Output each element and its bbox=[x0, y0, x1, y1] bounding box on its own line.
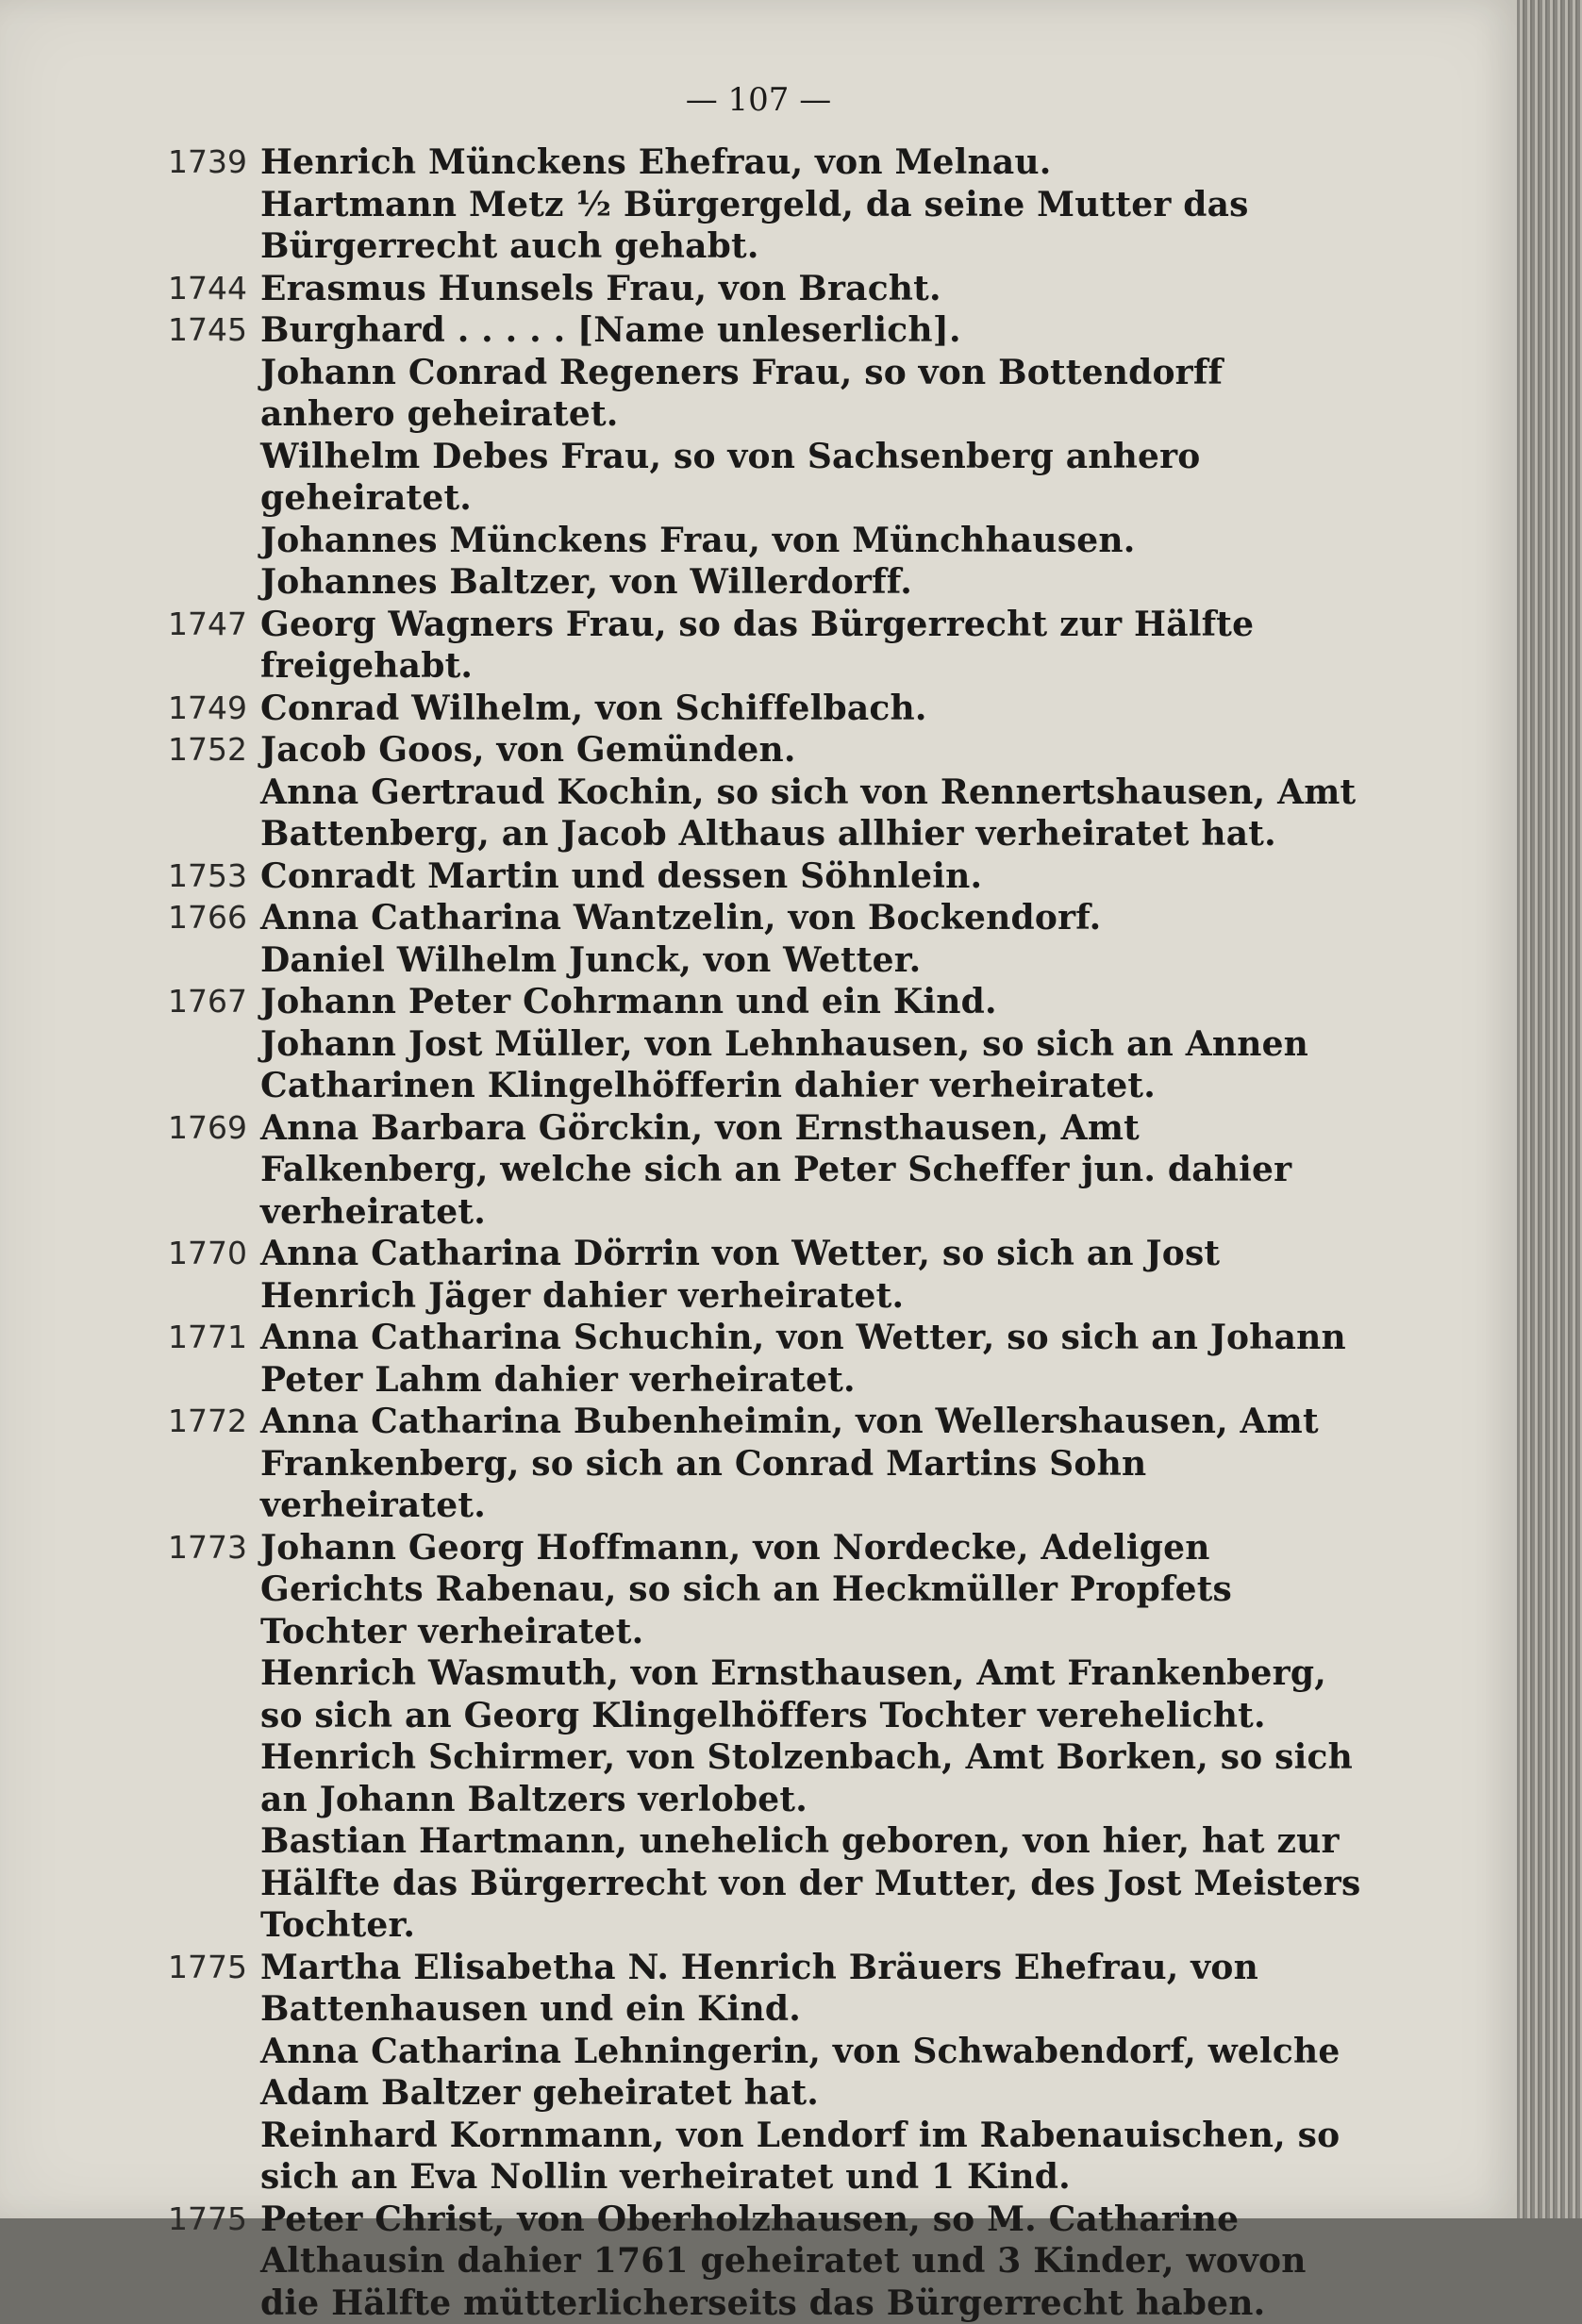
entry-text: Johann Peter Cohrmann und ein Kind. bbox=[260, 981, 1366, 1023]
register-entry bbox=[140, 1401, 1366, 1527]
register-entry bbox=[140, 604, 1366, 688]
entry-text: Anna Barbara Görckin, von Ernsthausen, Amt Falkenberg, welche sich an Peter Scheffer jun. dahier verheiratet. bbox=[260, 1107, 1366, 1234]
register-entry bbox=[140, 2199, 1366, 2324]
entry-text: Georg Wagners Frau, so das Bürgerrecht zur Hälfte freigehabt. bbox=[260, 604, 1366, 688]
register-entry bbox=[140, 1317, 1366, 1401]
register-entry bbox=[140, 897, 1366, 981]
entry-text: Erasmus Hunsels Frau, von Bracht. bbox=[260, 268, 1366, 310]
entry-year: 1752 bbox=[168, 729, 272, 772]
entry-text: Anna Catharina Lehningerin, von Schwabendorf, welche Adam Baltzer geheiratet hat. bbox=[260, 2031, 1366, 2115]
entry-text: Wilhelm Debes Frau, so von Sachsenberg anhero geheiratet. bbox=[260, 436, 1366, 520]
entry-text: Anna Gertraud Kochin, so sich von Rennertshausen, Amt Battenberg, an Jacob Althaus allhier verheiratet hat. bbox=[260, 772, 1366, 855]
entry-year: 1775 bbox=[168, 2199, 272, 2241]
register-entry bbox=[140, 855, 1366, 898]
entry-year: 1770 bbox=[168, 1233, 272, 1275]
entry-text: Reinhard Kornmann, von Lendorf im Rabenauischen, so sich an Eva Nollin verheiratet und 1 Kind. bbox=[260, 2115, 1366, 2199]
register-entry bbox=[140, 268, 1366, 310]
register-entry bbox=[140, 1527, 1366, 1947]
entry-text: Martha Elisabetha N. Henrich Bräuers Ehefrau, von Battenhausen und ein Kind. bbox=[260, 1947, 1366, 2031]
entry-text: Anna Catharina Dörrin von Wetter, so sich an Jost Henrich Jäger dahier verheiratet. bbox=[260, 1233, 1366, 1317]
entry-year: 1775 bbox=[168, 1947, 272, 1989]
entry-text: Henrich Münckens Ehefrau, von Melnau. bbox=[260, 141, 1366, 184]
register-entry bbox=[140, 1107, 1366, 1234]
entry-text: Conradt Martin und dessen Söhnlein. bbox=[260, 855, 1366, 898]
entry-year: 1771 bbox=[168, 1317, 272, 1359]
register-entry bbox=[140, 141, 1366, 268]
register-entry bbox=[140, 1233, 1366, 1317]
entry-year: 1739 bbox=[168, 141, 272, 184]
entry-year: 1749 bbox=[168, 688, 272, 730]
entry-year: 1769 bbox=[168, 1107, 272, 1150]
entry-year: 1767 bbox=[168, 981, 272, 1023]
entry-text: Anna Catharina Wantzelin, von Bockendorf. bbox=[260, 897, 1366, 939]
entry-year: 1773 bbox=[168, 1527, 272, 1569]
entry-text: Anna Catharina Bubenheimin, von Wellershausen, Amt Frankenberg, so sich an Conrad Martins Sohn verheiratet. bbox=[260, 1401, 1366, 1527]
entry-year: 1766 bbox=[168, 897, 272, 939]
entry-year: 1745 bbox=[168, 309, 272, 352]
register-entry bbox=[140, 729, 1366, 855]
entry-text: Daniel Wilhelm Junck, von Wetter. bbox=[260, 939, 1366, 982]
entry-text: Hartmann Metz ½ Bürgergeld, da seine Mutter das Bürgerrecht auch gehabt. bbox=[260, 184, 1366, 268]
entry-text: Johannes Baltzer, von Willerdorff. bbox=[260, 561, 1366, 604]
entry-text: Johannes Münckens Frau, von Münchhausen. bbox=[260, 520, 1366, 562]
entry-year: 1744 bbox=[168, 268, 272, 310]
register-entry bbox=[140, 1947, 1366, 2199]
entry-text: Jacob Goos, von Gemünden. bbox=[260, 729, 1366, 772]
page-number: — 107 — bbox=[0, 81, 1517, 119]
entry-text: Burghard . . . . . [Name unleserlich]. bbox=[260, 309, 1366, 352]
entry-text: Anna Catharina Schuchin, von Wetter, so sich an Johann Peter Lahm dahier verheiratet. bbox=[260, 1317, 1366, 1401]
register-entry bbox=[140, 981, 1366, 1107]
entry-text: Henrich Schirmer, von Stolzenbach, Amt Borken, so sich an Johann Baltzers verlobet. bbox=[260, 1736, 1366, 1820]
entry-year: 1753 bbox=[168, 855, 272, 898]
entry-year: 1747 bbox=[168, 604, 272, 646]
register-entries bbox=[140, 141, 1366, 2324]
entry-text: Johann Jost Müller, von Lehnhausen, so sich an Annen Catharinen Klingelhöfferin dahier verheiratet. bbox=[260, 1023, 1366, 1107]
entry-year: 1772 bbox=[168, 1401, 272, 1443]
entry-text: Johann Georg Hoffmann, von Nordecke, Adeligen Gerichts Rabenau, so sich an Heckmüller Propfets Tochter verheiratet. bbox=[260, 1527, 1366, 1653]
register-entry bbox=[140, 688, 1366, 730]
register-entry bbox=[140, 309, 1366, 604]
book-page-edges bbox=[1517, 0, 1582, 2218]
entry-text: Bastian Hartmann, unehelich geboren, von hier, hat zur Hälfte das Bürgerrecht von der Mutter, des Jost Meisters Tochter. bbox=[260, 1820, 1366, 1947]
entry-text: Conrad Wilhelm, von Schiffelbach. bbox=[260, 688, 1366, 730]
entry-text: Henrich Wasmuth, von Ernsthausen, Amt Frankenberg, so sich an Georg Klingelhöffers Tochter verehelicht. bbox=[260, 1652, 1366, 1736]
entry-text: Johann Conrad Regeners Frau, so von Bottendorff anhero geheiratet. bbox=[260, 352, 1366, 436]
entry-text: Peter Christ, von Oberholzhausen, so M. Catharine Althausin dahier 1761 geheiratet und 3 Kinder, wovon die Hälfte mütterlicherseits das Bürgerrecht haben. bbox=[260, 2199, 1366, 2324]
